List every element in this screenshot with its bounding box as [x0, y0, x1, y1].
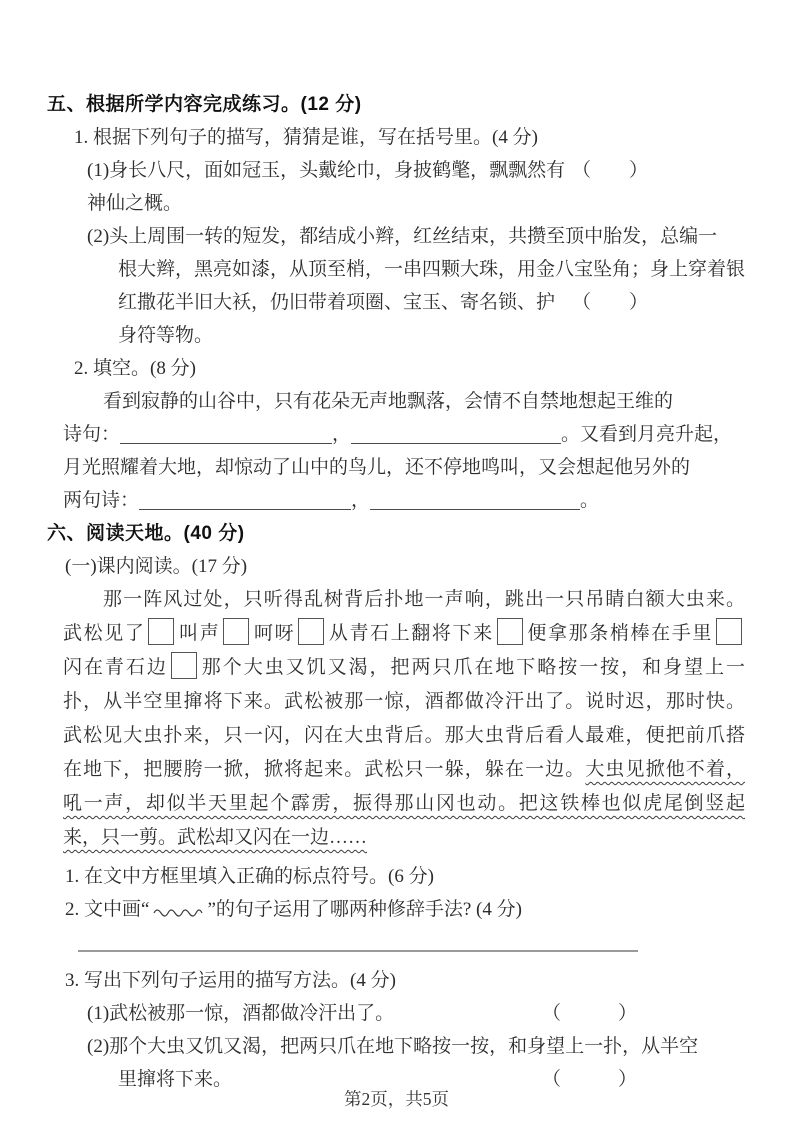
passage-line7 — [63, 787, 745, 821]
fill-in-blank — [120, 421, 332, 444]
passage-text: 那个大虫又饥又渴，把两只爪在地下略按一按，和身望上一 — [199, 657, 745, 678]
fill-line2-suffix: 又看到月亮升起， — [580, 424, 733, 445]
fill-in-blank — [370, 487, 580, 510]
answer-bracket: （ ） — [571, 292, 648, 313]
fill-paragraph-line4 — [63, 484, 745, 517]
q3-item2-text: 里撺将下来。 — [118, 1069, 233, 1090]
section5-heading: 五、根据所学内容完成练习。(12 分) — [47, 94, 362, 115]
section5-q1-item1 — [87, 154, 745, 220]
q2-suffix: ”的句子运用了哪两种修辞手法? (4 分) — [207, 899, 522, 920]
q3-item1-text: (1)武松被那一惊，酒都做冷汗出了。 — [87, 1003, 395, 1024]
passage-boxline — [63, 617, 745, 651]
passage-text: 呵呀 — [252, 623, 296, 644]
period: 。 — [580, 490, 600, 511]
section5-q1-item2-line1: (2)头上周围一转的短发，都结成小辫，红丝结束，共攒至顶中胎发，总编一 — [87, 226, 718, 247]
comma: ， — [332, 424, 352, 445]
passage-text: 在地下，把腰胯一掀，掀将起来。武松只一躲，躲在一边。 — [63, 759, 586, 780]
section6-q3-item2-line1: (2)那个大虫又饥又渴，把两只爪在地下略按一按，和身望上一扑，从半空 — [87, 1036, 699, 1057]
passage-line5: 武松见大虫扑来，只一闪，闪在大虫背后。那大虫背后看人最难，便把前爪搭 — [63, 725, 745, 746]
punctuation-box — [716, 618, 742, 645]
page-footer: 第2页，共5页 — [344, 1089, 449, 1109]
fill-line2-prefix: 诗句： — [63, 424, 121, 445]
passage-line1: 那一阵风过处，只听得乱树背后扑地一声响，跳出一只吊睛白额大虫来。 — [103, 589, 745, 610]
passage-line3 — [63, 651, 745, 685]
passage-line4: 扑，从半空里撺将下来。武松被那一惊，酒都做冷汗出了。说时迟，那时快。 — [63, 691, 745, 712]
wavy-underlined-text: 大虫见掀他不着， — [585, 759, 745, 780]
answer-bracket: （ ） — [541, 1003, 637, 1024]
section5-q1-item2-line3 — [118, 286, 745, 352]
passage-text: 武松见了 — [63, 623, 146, 644]
section5-q2-stem: 2. 填空。(8 分) — [74, 358, 196, 379]
punctuation-box — [171, 652, 197, 679]
fill-in-blank — [139, 487, 351, 510]
section6-q3-item1 — [87, 997, 745, 1030]
punctuation-box — [298, 618, 324, 645]
section6-q3-stem: 3. 写出下列句子运用的描写方法。(4 分) — [65, 970, 396, 991]
comma: ， — [351, 490, 371, 511]
answer-bracket: （ ） — [571, 160, 648, 181]
fill-paragraph-line1: 看到寂静的山谷中，只有花朵无声地飘落，会情不自禁地想起王维的 — [103, 391, 674, 412]
q2-prefix: 2. 文中画“ — [65, 899, 150, 920]
fill-in-blank — [351, 421, 561, 444]
fill-paragraph-line2 — [63, 418, 745, 451]
fill-line4-prefix: 两句诗： — [63, 490, 140, 511]
passage-line8 — [63, 821, 745, 855]
section6-sub-heading: (一)课内阅读。(17 分) — [65, 556, 248, 577]
passage-text: 从青石上翻将下来 — [327, 623, 494, 644]
answer-writing-line — [78, 950, 638, 952]
section6-heading: 六、阅读天地。(40 分) — [47, 523, 245, 544]
punctuation-box — [148, 618, 174, 645]
q1-item1-text: (1)身长八尺，面如冠玉，头戴纶巾，身披鹤氅，飘飘然有神仙之概。 — [87, 160, 566, 214]
section5-q1-item2-line2: 根大辫，黑亮如漆，从顶至梢，一串四颗大珠，用金八宝坠角；身上穿着银 — [118, 259, 746, 280]
wavy-line-icon — [152, 902, 204, 923]
section5-q1-stem: 1. 根据下列句子的描写，猜猜是谁，写在括号里。(4 分) — [74, 127, 538, 148]
wavy-underlined-text: 吼一声，却似半天里起个霹雳，振得那山冈也动。把这铁棒也似虎尾倒竖起 — [63, 793, 745, 814]
wavy-underlined-text: 来，只一剪。武松却又闪在一边…… — [63, 827, 368, 848]
passage-text: 便拿那条梢棒在手里 — [525, 623, 713, 644]
punctuation-box — [497, 618, 523, 645]
q1-item2-text: 红撒花半旧大袄，仍旧带着项圈、宝玉、寄名锁、护身符等物。 — [118, 292, 556, 346]
section6-q1: 1. 在文中方框里填入正确的标点符号。(6 分) — [65, 866, 434, 887]
section6-q2 — [65, 893, 745, 929]
fill-paragraph-line3: 月光照耀着大地，却惊动了山中的鸟儿，还不停地鸣叫，又会想起他另外的 — [63, 457, 691, 478]
period: 。 — [561, 424, 581, 445]
passage-text: 叫声 — [177, 623, 221, 644]
answer-bracket: （ ） — [541, 1069, 637, 1090]
passage-line6 — [63, 753, 745, 787]
passage-text: 闪在青石边 — [63, 657, 168, 678]
punctuation-box — [223, 618, 249, 645]
